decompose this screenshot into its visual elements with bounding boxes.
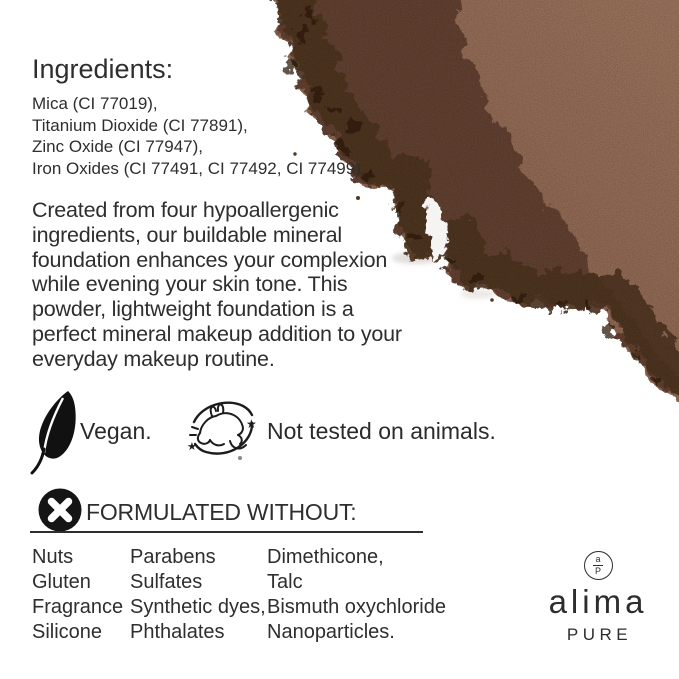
excluded-ingredient: Talc xyxy=(267,571,303,593)
ingredient-item: Titanium Dioxide (CI 77891), xyxy=(32,115,248,135)
ingredient-item: Iron Oxides (CI 77491, CI 77492, CI 77499). xyxy=(32,158,366,178)
bunny-star-left: ★ xyxy=(187,441,197,453)
monogram-letter-top: a xyxy=(595,554,601,564)
excluded-ingredient: Nanoparticles. xyxy=(267,621,395,643)
brand-name: alima xyxy=(548,583,648,620)
excluded-ingredient: Parabens xyxy=(130,546,216,568)
cross-circle-icon xyxy=(38,488,82,537)
description-line: everyday makeup routine. xyxy=(32,346,275,371)
brand-monogram xyxy=(584,551,613,580)
ingredients-heading: Ingredients: xyxy=(32,54,174,84)
monogram-letter-bottom: P xyxy=(594,566,601,576)
description-line: Created from four hypoallergenic xyxy=(32,198,339,222)
excluded-ingredient: Synthetic dyes, xyxy=(130,596,266,618)
excluded-ingredient: Sulfates xyxy=(130,571,203,593)
brand-logo xyxy=(543,551,653,645)
description-line: perfect mineral makeup addition to your xyxy=(32,321,402,346)
formulated-without-column xyxy=(267,545,446,645)
vegan-label: Vegan. xyxy=(80,418,152,444)
bunny-dot xyxy=(238,456,242,460)
brand-tagline: PURE xyxy=(566,625,633,644)
description-line: powder, lightweight foundation is a xyxy=(32,297,354,322)
formulated-without-column xyxy=(130,545,266,645)
ingredient-item: Zinc Oxide (CI 77947), xyxy=(32,137,204,156)
description-line: while evening your skin tone. This xyxy=(32,272,348,297)
description-line: foundation enhances your complexion xyxy=(32,247,388,272)
excluded-ingredient: Dimethicone, xyxy=(267,546,384,568)
excluded-ingredient: Gluten xyxy=(32,571,91,593)
ingredients-list xyxy=(32,93,366,179)
excluded-ingredient: Bismuth oxychloride xyxy=(267,596,446,618)
cruelty-free-label: Not tested on animals. xyxy=(267,418,496,444)
formulated-without-heading: FORMULATED WITHOUT: xyxy=(86,499,357,525)
formulated-without-column xyxy=(32,545,123,645)
excluded-ingredient: Fragrance xyxy=(32,596,124,618)
description-line: ingredients, our buildable mineral xyxy=(32,222,342,247)
product-description xyxy=(32,198,402,372)
divider-line xyxy=(30,531,423,533)
vegan-leaf-icon xyxy=(28,389,82,480)
excluded-ingredient: Silicone xyxy=(32,621,103,643)
excluded-ingredient: Nuts xyxy=(32,546,74,568)
ingredient-item: Mica (CI 77019), xyxy=(32,94,158,113)
excluded-ingredient: Phthalates xyxy=(130,621,225,643)
bunny-star-right: ★ xyxy=(246,417,257,431)
leaping-bunny-icon xyxy=(186,397,259,468)
